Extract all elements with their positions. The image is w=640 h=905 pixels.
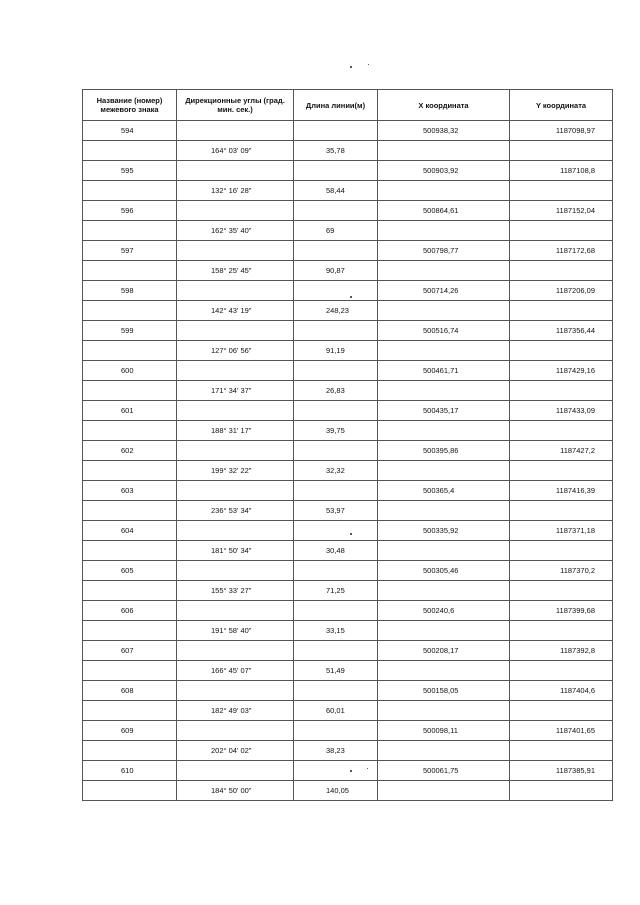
- cell-x: [378, 181, 510, 201]
- cell-angle: 164° 03' 09": [177, 141, 294, 161]
- cell-y: [510, 461, 613, 481]
- table-row: [83, 161, 613, 181]
- cell-x: 500938,32: [378, 121, 510, 141]
- cell-name: 608: [83, 681, 177, 701]
- cell-x: 500395,86: [378, 441, 510, 461]
- cell-angle: 171° 34' 37": [177, 381, 294, 401]
- cell-angle: [177, 201, 294, 221]
- cell-y: [510, 421, 613, 441]
- cell-length: [294, 401, 378, 421]
- cell-angle: [177, 601, 294, 621]
- table-row: [83, 341, 613, 361]
- cell-length: [294, 121, 378, 141]
- cell-y: 1187401,65: [510, 721, 613, 741]
- cell-angle: 166° 45' 07": [177, 661, 294, 681]
- cell-name: [83, 341, 177, 361]
- table-row: [83, 481, 613, 501]
- cell-name: 596: [83, 201, 177, 221]
- table-row: [83, 641, 613, 661]
- cell-x: [378, 501, 510, 521]
- table-header-row: [83, 90, 613, 121]
- cell-y: [510, 621, 613, 641]
- cell-name: [83, 741, 177, 761]
- cell-length: 51,49: [294, 661, 378, 681]
- cell-length: 35,78: [294, 141, 378, 161]
- cell-y: 1187404,6: [510, 681, 613, 701]
- table-row: [83, 321, 613, 341]
- cell-name: [83, 501, 177, 521]
- table-row: [83, 261, 613, 281]
- cell-name: 603: [83, 481, 177, 501]
- cell-x: 500335,92: [378, 521, 510, 541]
- cell-x: [378, 461, 510, 481]
- cell-angle: [177, 121, 294, 141]
- cell-angle: [177, 561, 294, 581]
- cell-y: [510, 741, 613, 761]
- table-row: [83, 241, 613, 261]
- cell-x: [378, 421, 510, 441]
- table-row: [83, 361, 613, 381]
- table-row: [83, 601, 613, 621]
- cell-angle: 236° 53' 34": [177, 501, 294, 521]
- cell-y: 1187385,91: [510, 761, 613, 781]
- cell-length: 30,48: [294, 541, 378, 561]
- cell-x: 500461,71: [378, 361, 510, 381]
- table-row: [83, 281, 613, 301]
- cell-name: [83, 181, 177, 201]
- cell-length: [294, 241, 378, 261]
- cell-name: 605: [83, 561, 177, 581]
- cell-x: [378, 621, 510, 641]
- cell-angle: 162° 35' 40": [177, 221, 294, 241]
- cell-name: [83, 661, 177, 681]
- cell-length: 69: [294, 221, 378, 241]
- cell-y: [510, 581, 613, 601]
- cell-x: 500208,17: [378, 641, 510, 661]
- cell-x: 500240,6: [378, 601, 510, 621]
- table-row: [83, 681, 613, 701]
- cell-name: [83, 781, 177, 801]
- cell-length: [294, 761, 378, 781]
- cell-length: [294, 521, 378, 541]
- cell-angle: 132° 16' 28": [177, 181, 294, 201]
- cell-length: [294, 281, 378, 301]
- cell-y: [510, 181, 613, 201]
- cell-x: [378, 581, 510, 601]
- cell-name: 607: [83, 641, 177, 661]
- cell-name: [83, 621, 177, 641]
- cell-x: 500903,92: [378, 161, 510, 181]
- cell-angle: 199° 32' 22": [177, 461, 294, 481]
- cell-y: 1187427,2: [510, 441, 613, 461]
- cell-length: 248,23: [294, 301, 378, 321]
- cell-angle: 184° 50' 00": [177, 781, 294, 801]
- cell-name: 601: [83, 401, 177, 421]
- cell-angle: [177, 721, 294, 741]
- cell-name: 610: [83, 761, 177, 781]
- cell-angle: 182° 49' 03": [177, 701, 294, 721]
- cell-name: 606: [83, 601, 177, 621]
- cell-length: 53,97: [294, 501, 378, 521]
- header-x: X координата: [378, 90, 510, 121]
- cell-y: [510, 221, 613, 241]
- cell-name: 604: [83, 521, 177, 541]
- cell-x: 500714,26: [378, 281, 510, 301]
- cell-x: 500158,05: [378, 681, 510, 701]
- table-row: [83, 621, 613, 641]
- cell-y: [510, 541, 613, 561]
- table-row: [83, 761, 613, 781]
- table-row: [83, 181, 613, 201]
- cell-name: 609: [83, 721, 177, 741]
- table-row: [83, 721, 613, 741]
- cell-name: [83, 581, 177, 601]
- cell-name: 600: [83, 361, 177, 381]
- cell-angle: [177, 321, 294, 341]
- table-row: [83, 141, 613, 161]
- table-row: [83, 541, 613, 561]
- cell-x: 500365,4: [378, 481, 510, 501]
- scan-speck: [350, 66, 352, 68]
- cell-angle: [177, 481, 294, 501]
- cell-length: [294, 561, 378, 581]
- cell-angle: 142° 43' 19": [177, 301, 294, 321]
- cell-x: [378, 341, 510, 361]
- cell-y: 1187429,16: [510, 361, 613, 381]
- cell-length: 140,05: [294, 781, 378, 801]
- cell-name: [83, 381, 177, 401]
- cell-y: [510, 381, 613, 401]
- cell-x: [378, 141, 510, 161]
- cell-angle: [177, 161, 294, 181]
- header-angle: Дирекционные углы (град. мин. сек.): [177, 90, 294, 121]
- table-row: [83, 501, 613, 521]
- cell-length: 33,15: [294, 621, 378, 641]
- cell-length: [294, 681, 378, 701]
- cell-x: [378, 381, 510, 401]
- cell-x: 500516,74: [378, 321, 510, 341]
- cell-angle: 181° 50' 34": [177, 541, 294, 561]
- cell-angle: [177, 401, 294, 421]
- cell-x: 500061,75: [378, 761, 510, 781]
- cell-y: [510, 501, 613, 521]
- cell-angle: 191° 58' 40": [177, 621, 294, 641]
- cell-y: [510, 701, 613, 721]
- cell-length: 39,75: [294, 421, 378, 441]
- cell-y: 1187370,2: [510, 561, 613, 581]
- cell-x: [378, 301, 510, 321]
- cell-length: 38,23: [294, 741, 378, 761]
- cell-length: [294, 161, 378, 181]
- cell-length: 26,83: [294, 381, 378, 401]
- cell-name: [83, 541, 177, 561]
- header-name: Название (номер) межевого знака: [83, 90, 177, 121]
- table-row: [83, 561, 613, 581]
- table-row: [83, 581, 613, 601]
- cell-x: [378, 221, 510, 241]
- cell-length: 71,25: [294, 581, 378, 601]
- cell-y: [510, 781, 613, 801]
- cell-x: [378, 661, 510, 681]
- table-row: [83, 441, 613, 461]
- cell-y: 1187172,68: [510, 241, 613, 261]
- cell-name: [83, 261, 177, 281]
- cell-name: 594: [83, 121, 177, 141]
- cell-y: [510, 301, 613, 321]
- cell-name: [83, 141, 177, 161]
- cell-y: 1187392,8: [510, 641, 613, 661]
- cell-name: [83, 301, 177, 321]
- header-length: Длина линии(м): [294, 90, 378, 121]
- cell-length: 60,01: [294, 701, 378, 721]
- cell-x: [378, 261, 510, 281]
- cell-x: 500435,17: [378, 401, 510, 421]
- cell-length: [294, 321, 378, 341]
- cell-length: 58,44: [294, 181, 378, 201]
- cell-length: [294, 641, 378, 661]
- cell-length: 90,87: [294, 261, 378, 281]
- cell-y: 1187371,18: [510, 521, 613, 541]
- cell-angle: [177, 281, 294, 301]
- cell-angle: 202° 04' 02": [177, 741, 294, 761]
- table-row: [83, 121, 613, 141]
- scan-speck: [368, 64, 369, 65]
- cell-angle: 158° 25' 45": [177, 261, 294, 281]
- cell-y: 1187152,04: [510, 201, 613, 221]
- cell-angle: [177, 441, 294, 461]
- table-row: [83, 741, 613, 761]
- cell-angle: [177, 681, 294, 701]
- cell-name: [83, 461, 177, 481]
- table-body: [83, 121, 613, 801]
- table-row: [83, 301, 613, 321]
- cell-name: 602: [83, 441, 177, 461]
- cell-name: 599: [83, 321, 177, 341]
- cell-y: [510, 261, 613, 281]
- table-row: [83, 221, 613, 241]
- cell-angle: 127° 06' 56": [177, 341, 294, 361]
- table-row: [83, 781, 613, 801]
- cell-y: [510, 141, 613, 161]
- table-row: [83, 701, 613, 721]
- cell-y: 1187098,97: [510, 121, 613, 141]
- cell-angle: 188° 31' 17": [177, 421, 294, 441]
- cell-name: [83, 701, 177, 721]
- cell-y: 1187416,39: [510, 481, 613, 501]
- cell-name: [83, 421, 177, 441]
- cell-angle: 155° 33' 27": [177, 581, 294, 601]
- header-y: Y координата: [510, 90, 613, 121]
- cell-length: [294, 441, 378, 461]
- cell-length: [294, 201, 378, 221]
- cell-x: [378, 741, 510, 761]
- cell-x: [378, 701, 510, 721]
- cell-name: 597: [83, 241, 177, 261]
- table-row: [83, 401, 613, 421]
- coordinates-table: [82, 89, 613, 801]
- cell-length: 91,19: [294, 341, 378, 361]
- cell-angle: [177, 761, 294, 781]
- cell-x: 500305,46: [378, 561, 510, 581]
- cell-y: 1187433,09: [510, 401, 613, 421]
- cell-length: 32,32: [294, 461, 378, 481]
- cell-angle: [177, 521, 294, 541]
- cell-y: 1187399,68: [510, 601, 613, 621]
- cell-y: 1187356,44: [510, 321, 613, 341]
- cell-length: [294, 721, 378, 741]
- cell-x: 500098,11: [378, 721, 510, 741]
- cell-x: 500864,61: [378, 201, 510, 221]
- table-row: [83, 421, 613, 441]
- cell-x: [378, 541, 510, 561]
- cell-length: [294, 481, 378, 501]
- table-row: [83, 661, 613, 681]
- cell-name: 595: [83, 161, 177, 181]
- table-row: [83, 201, 613, 221]
- cell-y: [510, 661, 613, 681]
- cell-length: [294, 601, 378, 621]
- cell-x: [378, 781, 510, 801]
- cell-y: 1187108,8: [510, 161, 613, 181]
- cell-angle: [177, 361, 294, 381]
- cell-x: 500798,77: [378, 241, 510, 261]
- cell-y: [510, 341, 613, 361]
- cell-length: [294, 361, 378, 381]
- table-row: [83, 461, 613, 481]
- cell-y: 1187206,09: [510, 281, 613, 301]
- table-row: [83, 381, 613, 401]
- cell-name: [83, 221, 177, 241]
- cell-angle: [177, 641, 294, 661]
- cell-angle: [177, 241, 294, 261]
- table-row: [83, 521, 613, 541]
- cell-name: 598: [83, 281, 177, 301]
